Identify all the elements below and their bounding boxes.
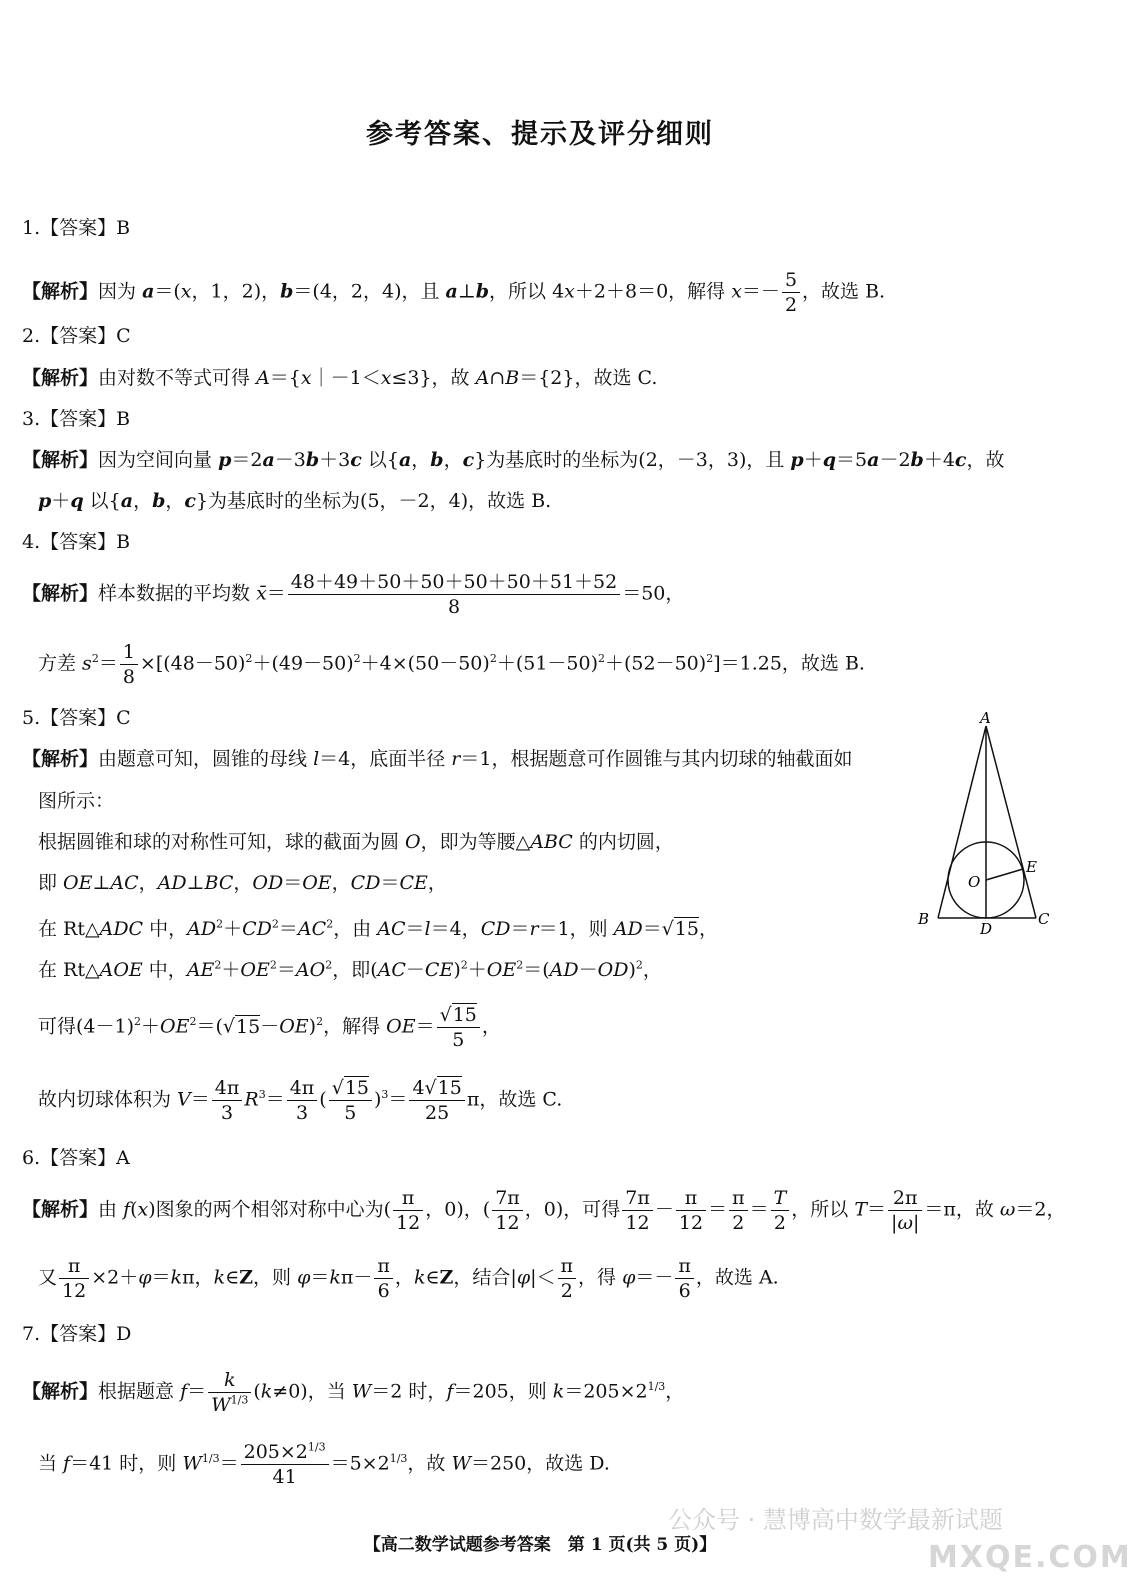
q5-answer: 5.【答案】C (22, 707, 131, 729)
watermark-text: 公众号 · 慧博高中数学最新试题 (668, 1506, 1003, 1534)
q3-explanation-2: p＋q 以{a，b，c}为基底时的坐标为(5，－2，4)，故选 B. (38, 490, 552, 512)
q1-explanation: 【解析】因为 a＝(x，1，2)，b＝(4，2，4)，且 a⊥b，所以 4x＋2＋8＝0，解得 x＝－ $\frac{5}{2}$ ，故选 B. (22, 269, 886, 316)
q1-answer: 1.【答案】B (22, 217, 131, 239)
page-footer: 【高二数学试题参考答案 第 1 页(共 5 页)】 (363, 1535, 717, 1555)
q7-explanation-2: 当 f＝41 时，则 $W^{1/3}=$ $\frac{205\times 2^{1/3}}{41}$ $=5\times 2^{1/3}$，故 W＝250，故选 D. (38, 1440, 610, 1488)
figure-label-e: E (1026, 858, 1037, 876)
figure-label-d: D (980, 920, 993, 938)
figure-label-c: C (1038, 910, 1050, 928)
q3-explanation-1: 【解析】因为空间向量 p＝2a－3b＋3c 以{a，b，c}为基底时的坐标为(2，－3，3)，且 p＋q＝5a－2b＋4c，故 (22, 449, 1005, 471)
q3-answer: 3.【答案】B (22, 408, 131, 430)
q5-explanation-6: 在 Rt△AOE 中，$AE^2+OE^2=AO^2$，即$(AC-CE)^2+OE^2=(AD-OD)^2$， (38, 958, 662, 981)
q4-answer: 4.【答案】B (22, 531, 131, 553)
q6-answer: 6.【答案】A (22, 1147, 130, 1169)
figure-label-o: O (968, 873, 981, 891)
q5-explanation-5: 在 Rt△ADC 中，$AD^2+CD^2=AC^2$，由 AC＝l＝4，CD＝r＝1，则 AD＝√15， (38, 917, 718, 940)
q4-explanation-2: 方差 $s^2=$ $\frac{1}{8}$ $\times[(48-50)^2+(49-50)^2+4\times(50-50)^2+(51-50)^2+(52-50)^2]=1.25$，故选 B. (38, 641, 865, 688)
q7-explanation-1: 【解析】根据题意 f＝ $\frac{k}{W^{1/3}}$ (k≠0)，当 W＝2 时，f＝205，则 $k=205\times 2^{1/3}$， (22, 1369, 685, 1416)
page-title: 参考答案、提示及评分细则 (366, 119, 714, 150)
q5-explanation-2: 图所示： (38, 790, 115, 812)
cone-cross-section-figure (912, 706, 1062, 936)
q2-answer: 2.【答案】C (22, 325, 131, 347)
q5-explanation-8: 故内切球体积为 V＝ $\frac{4\pi}{3}$ $R^3=$ $\frac{4\pi}{3}$ ( $\frac{√15}{5}$ )$^3$＝ $\frac{4√15}{25}$ π，故选 C. (38, 1077, 563, 1124)
q6-explanation-1: 【解析】由 f(x)图象的两个相邻对称中心为( $\frac{\pi}{12}$ ，0)，( $\frac{7\pi}{12}$ ，0)，可得 $\frac{7\pi}{12}$ － $\frac{\pi}{12}$ ＝ $\frac{\pi}{2}$ ＝ $\frac{T}{2}$ ，所以 T＝ $\frac{2\pi}{|\omega|}$ ＝π，故 ω＝2， (22, 1187, 1066, 1234)
q5-explanation-4: 即 OE⊥AC，AD⊥BC，OD＝OE，CD＝CE， (38, 872, 447, 894)
q5-explanation-3: 根据圆锥和球的对称性可知，球的截面为圆 O，即为等腰△ABC 的内切圆， (38, 831, 674, 853)
q6-explanation-2: 又 $\frac{\pi}{12}$ ×2＋φ＝kπ，k∈Z，则 φ＝kπ－ $\frac{\pi}{6}$ ，k∈Z，结合|φ|＜ $\frac{\pi}{2}$ ，得 φ＝－ $\frac{\pi}{6}$ ，故选 A. (38, 1255, 779, 1302)
figure-label-a: A (980, 709, 991, 727)
q5-explanation-7: 可得$(4-1)^2+OE^2=(√15-OE)^2$，解得 OE＝ $\frac{√15}{5}$ ， (38, 1004, 501, 1051)
q7-answer: 7.【答案】D (22, 1323, 132, 1345)
figure-label-b: B (918, 910, 930, 928)
q4-explanation-1: 【解析】样本数据的平均数 x̄＝ $\frac{48+49+50+50+50+50+51+52}{8}$ ＝50， (22, 571, 685, 618)
q2-explanation: 【解析】由对数不等式可得 A＝{x｜－1＜x≤3}，故 A∩B＝{2}，故选 C. (22, 367, 658, 389)
q5-explanation-1: 【解析】由题意可知，圆锥的母线 l＝4，底面半径 r＝1，根据题意可作圆锥与其内切球的轴截面如 (22, 748, 853, 770)
watermark-site: MXQE.COM (928, 1540, 1132, 1575)
